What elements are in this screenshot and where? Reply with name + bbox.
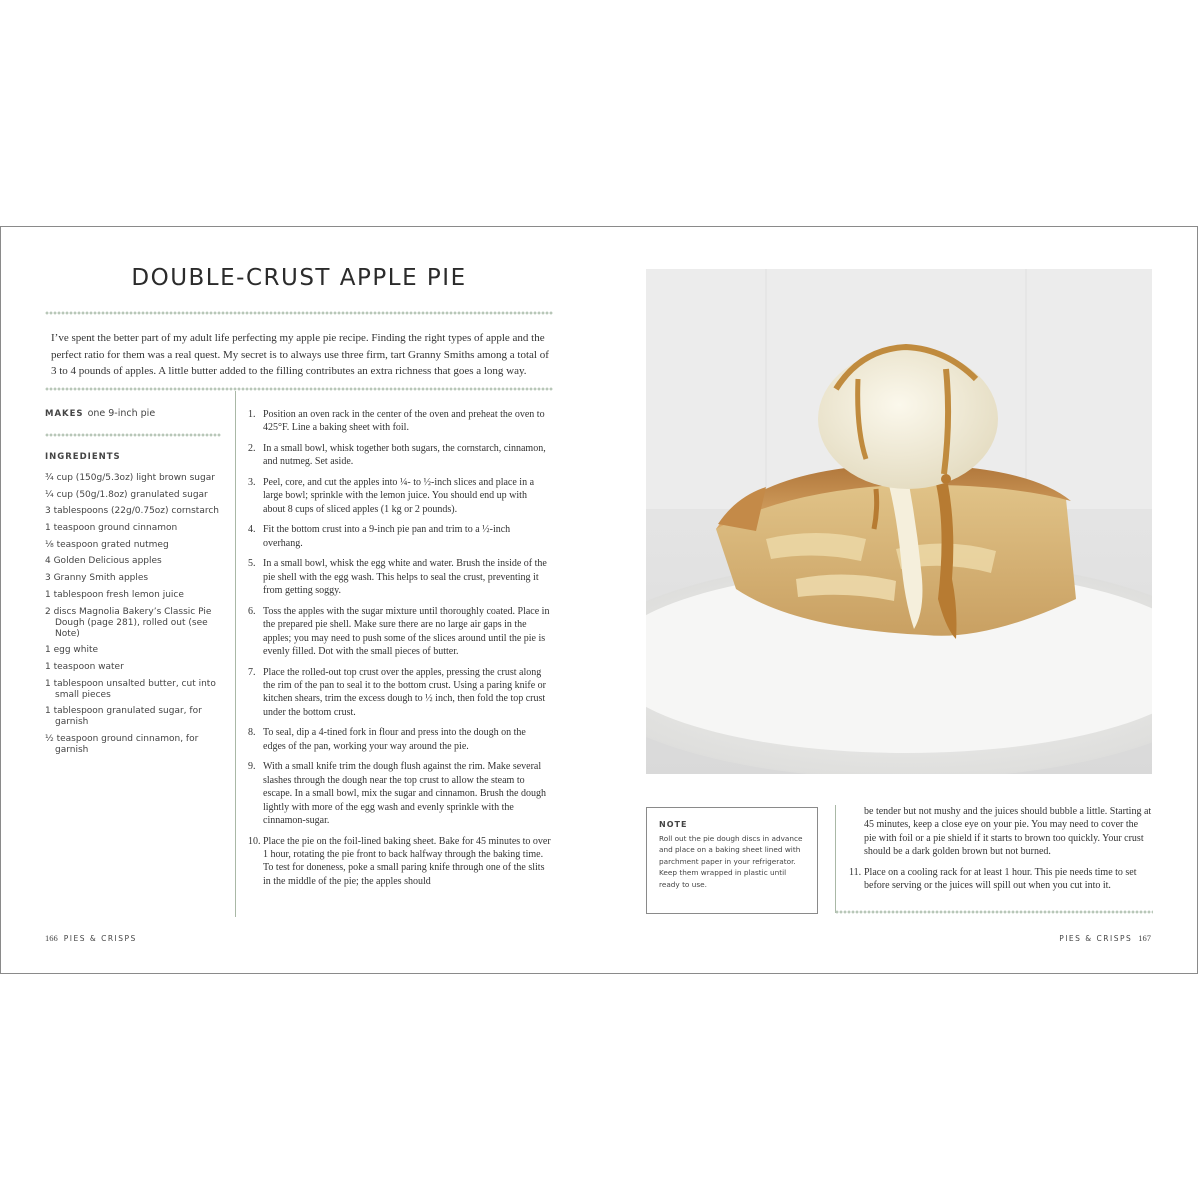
step-item bbox=[248, 408, 551, 435]
note-column-divider bbox=[835, 805, 836, 913]
step-text: Place the rolled-out top crust over the apples, pressing the crust along the rim of the pan to seal it to the bottom crust. Using a paring knife or kitchen shears, trim the excess dough to ½ inch, then fold the top crust under the bottom crust. bbox=[263, 666, 546, 718]
ingredient-item: 1 teaspoon water bbox=[45, 661, 124, 672]
step-number: 2. bbox=[248, 443, 256, 454]
step-item bbox=[849, 866, 1152, 893]
step-text: In a small bowl, whisk together both sugars, the cornstarch, cinnamon, and nutmeg. Set aside. bbox=[263, 443, 546, 468]
step-item bbox=[248, 442, 551, 469]
step-text: Toss the apples with the sugar mixture until thoroughly coated. Place in the prepared pie shell. Make sure there are no large air gaps in the apples; you may need to push some of the slices around until the pie is evenly filled. Dot with the small pieces of butter. bbox=[263, 605, 550, 658]
step-text: be tender but not mushy and the juices should bubble a little. Starting at 45 minutes, keep a close eye on your pie. You may need to cover the pie with foil or a pie shield if it starts to brown too quickly. Your crust should be a dark golden brown but not burned. bbox=[864, 806, 1152, 858]
note-box bbox=[646, 807, 818, 914]
step-item bbox=[248, 523, 551, 550]
yield-value: one 9-inch pie bbox=[87, 408, 156, 419]
step-number: 10. bbox=[248, 835, 261, 847]
step-item bbox=[248, 835, 551, 889]
step-number: 1. bbox=[248, 409, 256, 420]
step-text: Position an oven rack in the center of the oven and preheat the oven to 425°F. Line a baking sheet with foil. bbox=[263, 409, 545, 434]
ingredients-heading: INGREDIENTS bbox=[45, 452, 121, 462]
step-number: 4. bbox=[248, 524, 256, 536]
page-footer-left bbox=[45, 933, 137, 943]
ingredient-item: 1 tablespoon unsalted butter, cut into small pieces bbox=[45, 678, 216, 700]
page-footer-right bbox=[1059, 933, 1151, 943]
step-number: 7. bbox=[248, 666, 256, 678]
note-heading: NOTE bbox=[659, 820, 688, 829]
step-number: 5. bbox=[248, 558, 256, 570]
ingredient-item: 1 tablespoon granulated sugar, for garnish bbox=[45, 706, 202, 728]
page-number: 166 bbox=[45, 933, 58, 943]
step-text: Peel, core, and cut the apples into ¼- to ½-inch slices and place in a large bowl; sprinkle with the lemon juice. You should end up with about 8 cups of sliced apples (1 kg or 2 pounds). bbox=[263, 477, 535, 515]
step-number: 6. bbox=[248, 605, 256, 617]
ingredient-item: 1 teaspoon ground cinnamon bbox=[45, 523, 178, 534]
right-bottom-divider bbox=[835, 910, 1153, 914]
step-number: 11. bbox=[849, 866, 862, 878]
recipe-intro: I’ve spent the better part of my adult life perfecting my apple pie recipe. Finding the right types of apple and the perfect ratio for them was a real quest. My secret is to always use three firm, tart Granny Smiths among a total of 3 to 4 pounds of apples. A little butter added to the filling contributes an extra richness that goes a long way. bbox=[51, 332, 549, 377]
makes-divider bbox=[45, 433, 221, 437]
step-number: 8. bbox=[248, 727, 256, 739]
ingredient-item: ¼ cup (50g/1.8oz) granulated sugar bbox=[45, 489, 208, 500]
column-divider bbox=[235, 391, 236, 917]
ingredient-item: 4 Golden Delicious apples bbox=[45, 556, 162, 567]
step-number: 9. bbox=[248, 761, 256, 773]
ingredient-item: 2 discs Magnolia Bakery’s Classic Pie Dough (page 281), rolled out (see Note) bbox=[45, 606, 212, 639]
yield-label: MAKES bbox=[45, 409, 84, 419]
step-item bbox=[248, 476, 551, 516]
step-text: With a small knife trim the dough flush against the rim. Make several slashes through the dough near the top crust to allow the steam to escape. In a small bowl, mix the sugar and cinnamon. Brush the dough lightly with more of the egg wash and evenly sprinkle with the cinnamon-sugar. bbox=[263, 761, 546, 827]
title-divider bbox=[45, 311, 553, 315]
step-text: Place on a cooling rack for at least 1 hour. This pie needs time to set before serving or the juices will spill out when you cut into it. bbox=[864, 866, 1137, 892]
ingredient-item: 1 egg white bbox=[45, 645, 99, 656]
intro-divider bbox=[45, 387, 553, 391]
recipe-title: DOUBLE-CRUST APPLE PIE bbox=[131, 265, 467, 291]
ingredient-item: ¾ cup (150g/5.3oz) light brown sugar bbox=[45, 473, 215, 483]
page-number: 167 bbox=[1138, 933, 1151, 943]
ingredients-list bbox=[45, 473, 225, 762]
step-number: 3. bbox=[248, 477, 256, 488]
step-item bbox=[248, 726, 551, 753]
step-item bbox=[248, 557, 551, 597]
step-text: Fit the bottom crust into a 9-inch pie pan and trim to a ½-inch overhang. bbox=[263, 524, 511, 549]
book-spread bbox=[0, 226, 1198, 974]
section-name: PIES & CRISPS bbox=[63, 934, 137, 943]
step-item bbox=[248, 605, 551, 659]
ingredient-item: 3 tablespoons (22g/0.75oz) cornstarch bbox=[45, 506, 219, 517]
method-steps bbox=[248, 408, 551, 895]
ingredient-item: 1 tablespoon fresh lemon juice bbox=[45, 589, 184, 600]
step-continuation bbox=[849, 805, 1152, 859]
step-item bbox=[248, 666, 551, 720]
pie-slice-illustration bbox=[646, 269, 1152, 774]
ingredient-item: ⅛ teaspoon grated nutmeg bbox=[45, 539, 169, 550]
step-text: Place the pie on the foil-lined baking sheet. Bake for 45 minutes to over 1 hour, rotating the pie front to back halfway through the baking time. To test for doneness, poke a small paring knife through one of the slits in the middle of the pie; the apples should bbox=[263, 835, 551, 887]
step-text: To seal, dip a 4-tined fork in flour and press into the dough on the edges of the pan, working your way around the pie. bbox=[263, 727, 526, 752]
apple-pie-photo bbox=[646, 269, 1152, 774]
step-text: In a small bowl, whisk the egg white and water. Brush the inside of the pie shell with the egg wash. This helps to seal the crust, preventing it from getting soggy. bbox=[263, 558, 547, 597]
ingredient-item: ½ teaspoon ground cinnamon, for garnish bbox=[45, 733, 199, 755]
step-item bbox=[248, 760, 551, 827]
section-name: PIES & CRISPS bbox=[1059, 934, 1133, 943]
method-steps-continued bbox=[849, 805, 1152, 899]
yield bbox=[45, 408, 155, 419]
ingredient-item: 3 Granny Smith apples bbox=[45, 573, 149, 584]
note-text: Roll out the pie dough discs in advance and place on a baking sheet lined with parchment paper in your refrigerator. Keep them wrapped in plastic until ready to use. bbox=[659, 834, 803, 889]
